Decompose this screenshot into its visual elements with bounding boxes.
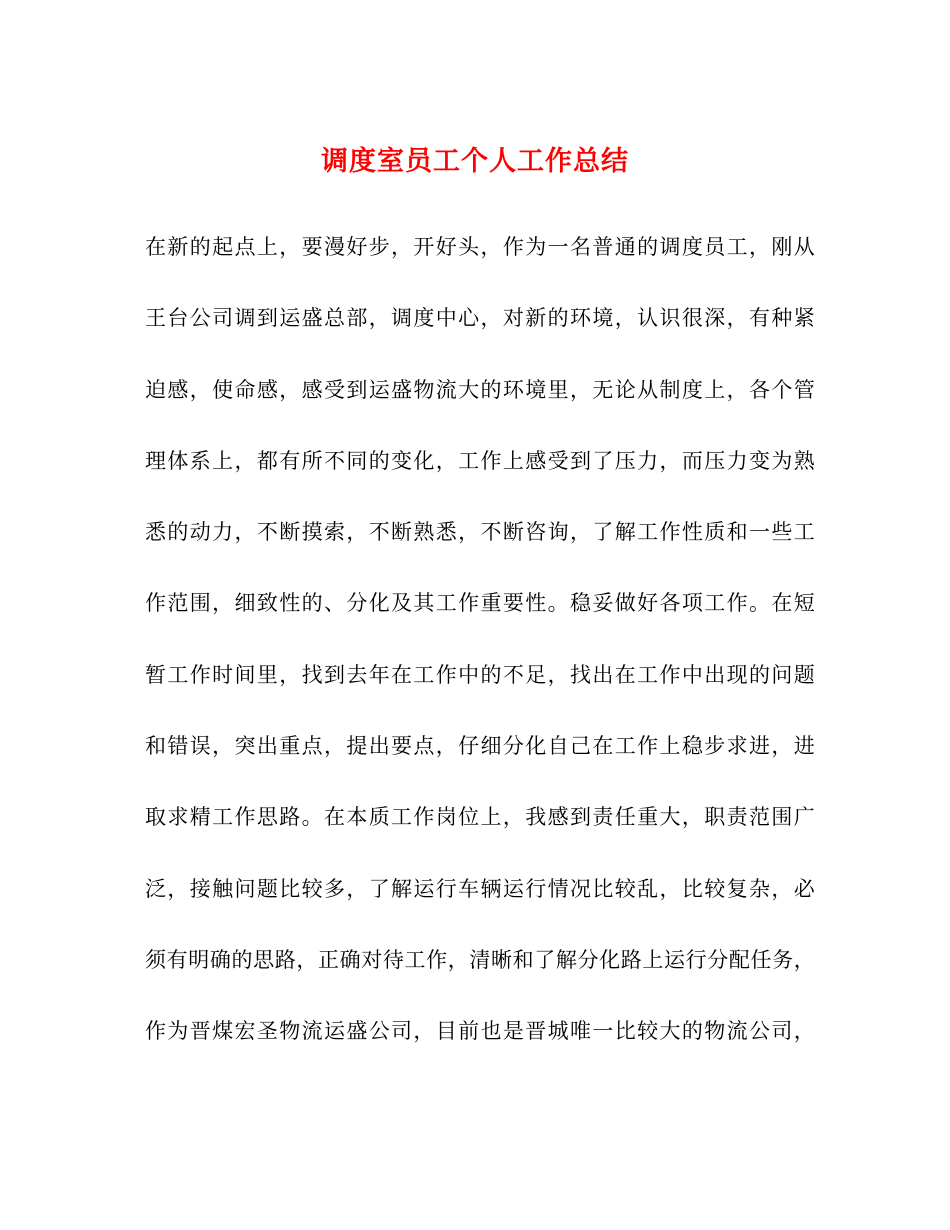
document-title: 调度室员工个人工作总结 [321,146,629,177]
body-line: 作为晋煤宏圣物流运盛公司，目前也是晋城唯一比较大的物流公司， [145,1019,815,1044]
body-line: 取求精工作思路。在本质工作岗位上，我感到责任重大，职责范围广 [145,805,815,830]
body-line: 须有明确的思路，正确对待工作，清晰和了解分化路上运行分配任务， [145,947,815,972]
body-line: 泛，接触问题比较多，了解运行车辆运行情况比较乱，比较复杂，必 [145,876,815,901]
body-line: 作范围，细致性的、分化及其工作重要性。稳妥做好各项工作。在短 [145,591,815,616]
body-line: 在新的起点上，要漫好步，开好头，作为一名普通的调度员工，刚从 [145,235,815,259]
body-line: 暂工作时间里，找到去年在工作中的不足，找出在工作中出现的问题 [145,662,815,687]
body-line: 迫感，使命感，感受到运盛物流大的环境里，无论从制度上，各个管 [145,377,815,402]
document-body [145,228,815,1084]
body-line: 理体系上，都有所不同的变化，工作上感受到了压力，而压力变为熟 [145,448,815,473]
body-line: 王台公司调到运盛总部，调度中心，对新的环境，认识很深，有种紧 [145,306,815,331]
body-line: 和错误，突出重点，提出要点，仔细分化自己在工作上稳步求进，进 [145,734,815,759]
body-line: 悉的动力，不断摸索，不断熟悉，不断咨询，了解工作性质和一些工 [145,520,815,545]
